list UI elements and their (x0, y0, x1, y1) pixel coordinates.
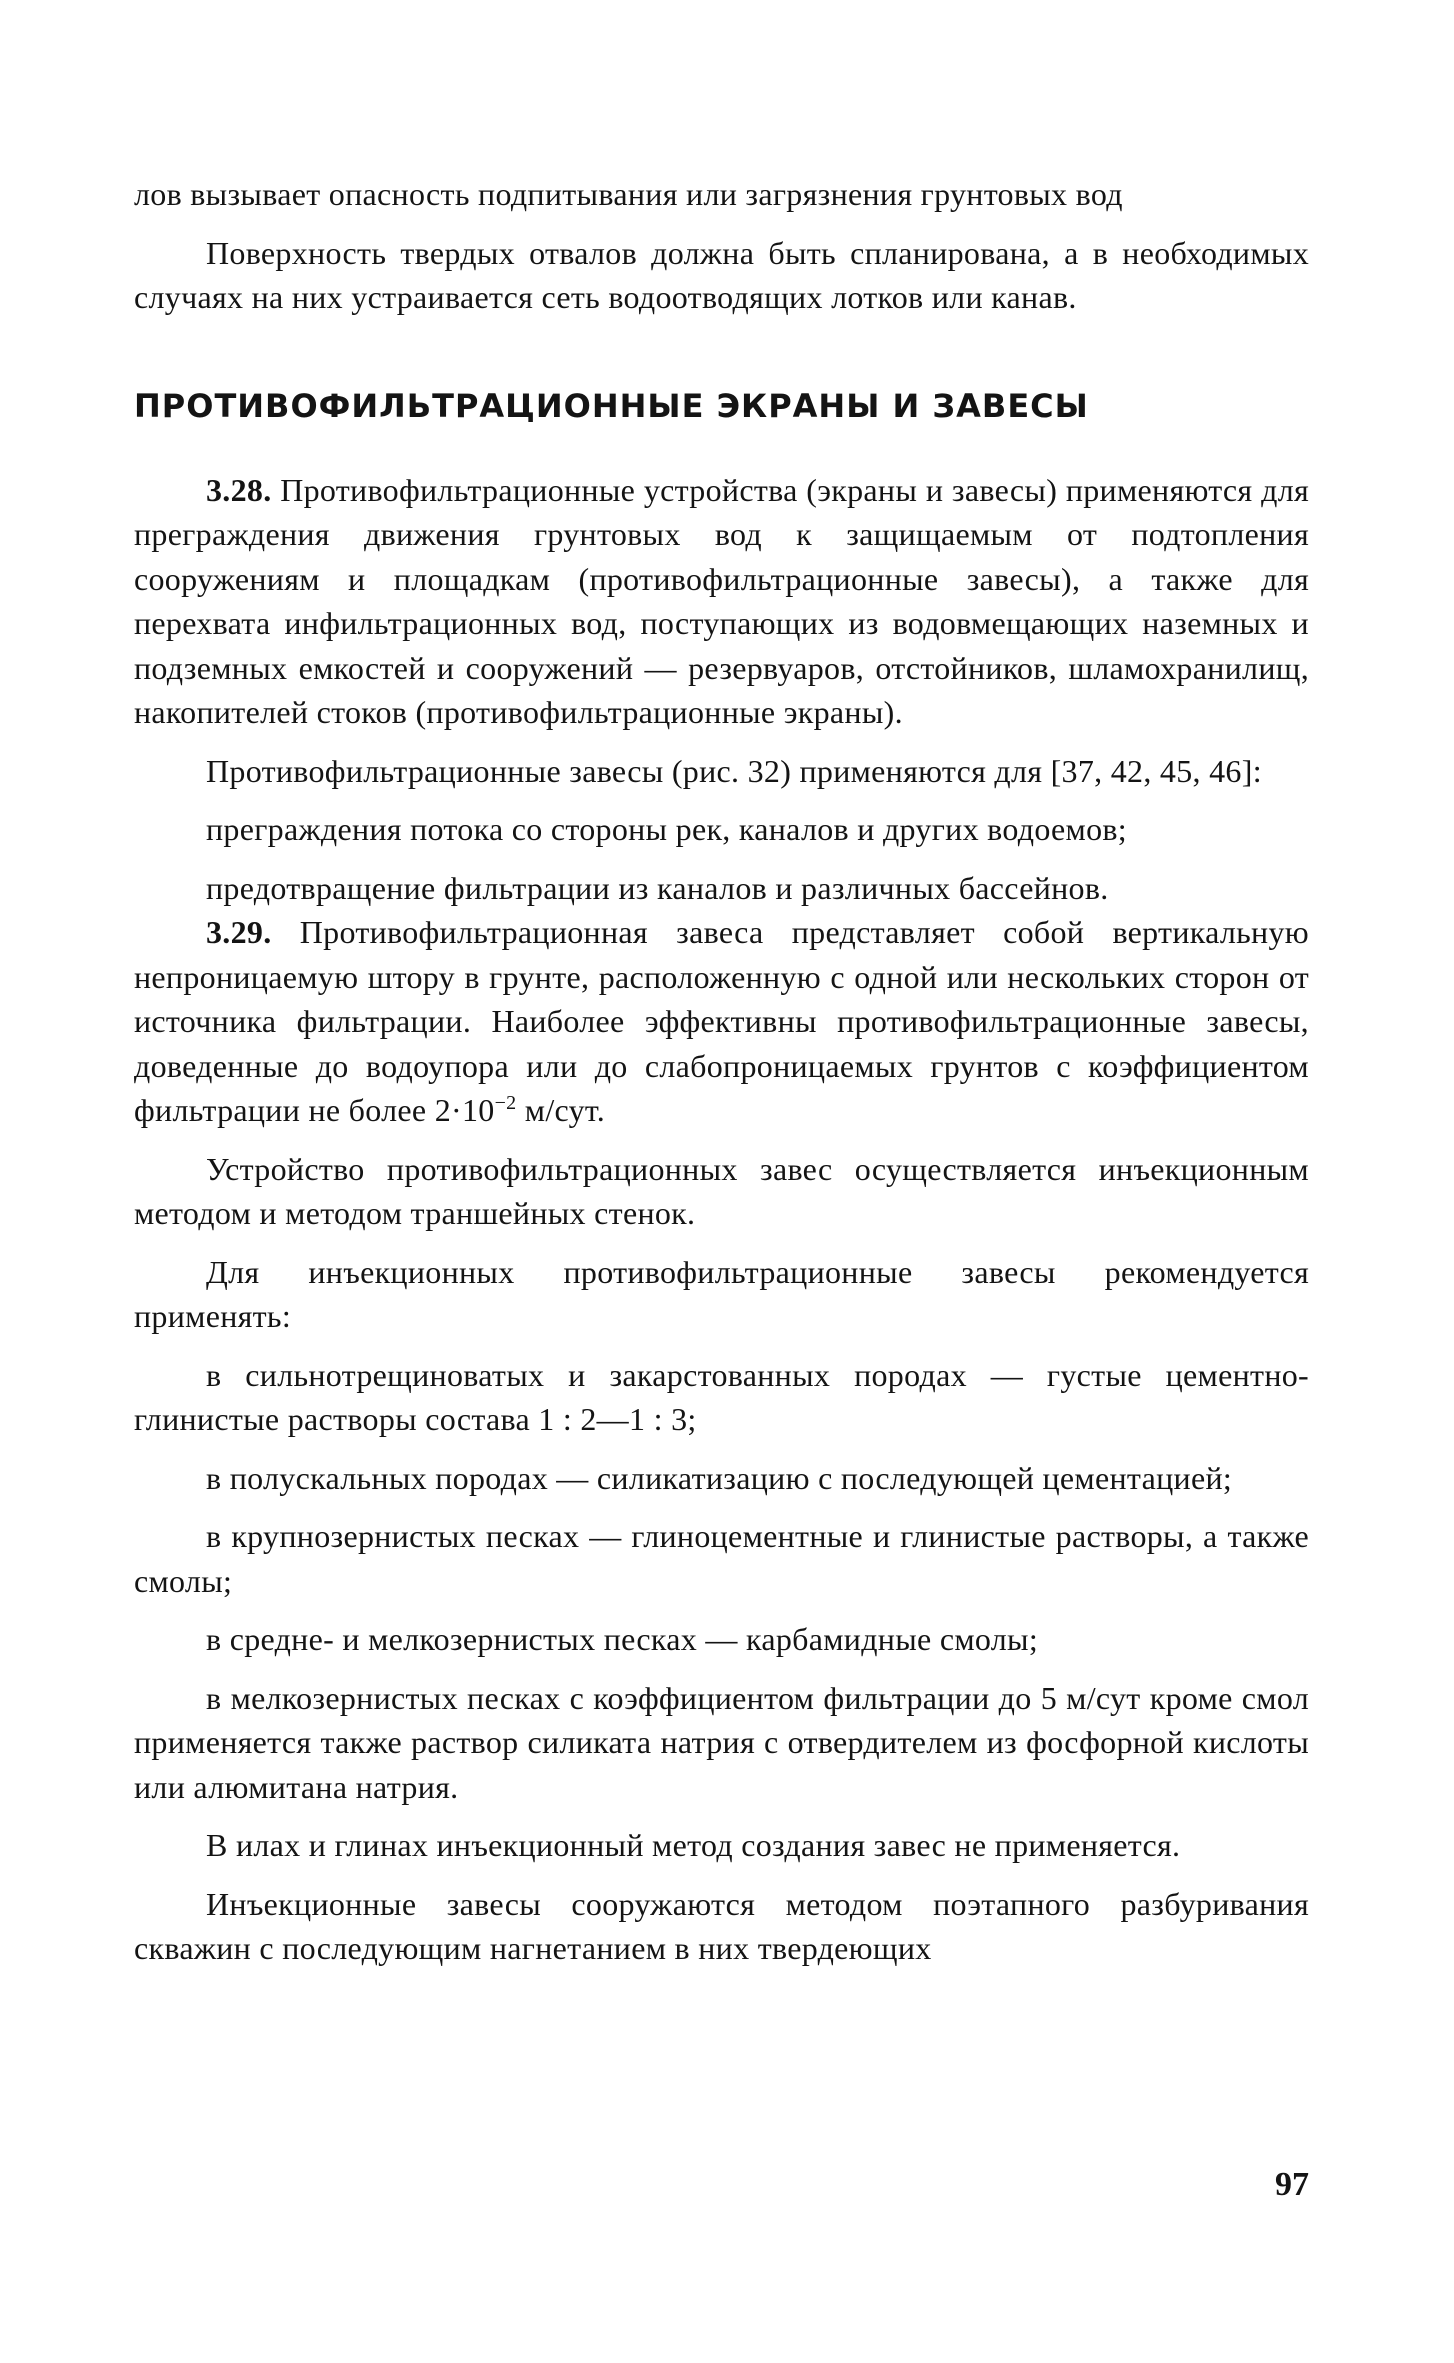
paragraph-3-29 (134, 910, 1309, 1133)
clause-number-3-29: 3.29. (206, 914, 272, 950)
list-item-prevent-flow: преграждения потока со стороны рек, каналов и других водоемов; (206, 811, 1127, 847)
paragraph-silts-clays: В илах и глинах инъекционный метод создания завес не применяется. (206, 1827, 1181, 1863)
paragraph-installation: Устройство противофильтрационных завес осуществляется инъекционным методом и методом траншейных стенок. (134, 1150, 1309, 1231)
paragraph-3-28 (134, 468, 1309, 735)
paragraph-injection-curtains: Инъекционные завесы сооружаются методом поэтапного разбуривания скважин с последующим нагнетанием в них твердеющих (134, 1885, 1309, 1966)
paragraph-3-29-unit: м/сут. (516, 1092, 606, 1128)
paragraph-continuation: лов вызывает опасность подпитывания или загрязнения грунтовых вод (134, 176, 1123, 212)
clause-number-3-28: 3.28. (206, 471, 272, 508)
paragraph-recommendation: Для инъекционных противофильтрационные завесы рекомендуется применять: (134, 1253, 1309, 1334)
list-item-prevent-filtration: предотвращение фильтрации из каналов и различных бассейнов. (206, 869, 1109, 906)
page-number: 97 (1275, 2166, 1309, 2203)
exponent: −2 (494, 1092, 517, 1114)
section-heading: ПРОТИВОФИЛЬТРАЦИОННЫЕ ЭКРАНЫ И ЗАВЕСЫ (134, 386, 1089, 425)
text-column (134, 172, 1309, 1971)
paragraph-curtains-applied: Противофильтрационные завесы (рис. 32) применяются для [37, 42, 45, 46]: (206, 752, 1262, 789)
list-item-semirock: в полускальных породах — силикатизацию с последующей цементацией; (206, 1459, 1233, 1496)
list-item-medium-sand: в средне- и мелкозернистых песках — карбамидные смолы; (206, 1621, 1039, 1657)
paragraph-3-29-text: Противофильтрационная завеса представляет собой вертикальную непроницаемую штору в грунте, расположенную с одной или нескольких сторон от источника фильтрации. Наиболее эффективны противофильтрационные завесы, доведенные до водоупора или до слабопроницаемых грунтов с коэффициентом фильтрации не более 2·10 (134, 914, 1309, 1128)
paragraph-3-28-text: Противофильтрационные устройства (экраны и завесы) применяются для преграждения движения грунтовых вод к защищаемым от подтопления сооружениям и площадкам (противофильтрационные завесы), а также для перехвата инфильтрационных вод, поступающих из водовмещающих наземных и подземных емкостей и сооружений — резервуаров, отстойников, шламохранилищ, накопителей стоков (противофильтрационные экраны). (134, 471, 1309, 730)
paragraph-dump-surface: Поверхность твердых отвалов должна быть спланирована, а в необходимых случаях на них устраивается сеть водоотводящих лотков или канав. (134, 234, 1309, 315)
list-item-fractured-rocks: в сильнотрещиноватых и закарстованных породах — густые цементно-глинистые растворы состава 1 : 2—1 : 3; (134, 1356, 1309, 1437)
list-item-coarse-sand: в крупнозернистых песках — глиноцементные и глинистые растворы, а также смолы; (134, 1518, 1309, 1599)
list-item-fine-sand: в мелкозернистых песках с коэффициентом фильтрации до 5 м/сут кроме смол применяется также раствор силиката натрия с отвердителем из фосфорной кислоты или алюмитана натрия. (134, 1679, 1309, 1805)
